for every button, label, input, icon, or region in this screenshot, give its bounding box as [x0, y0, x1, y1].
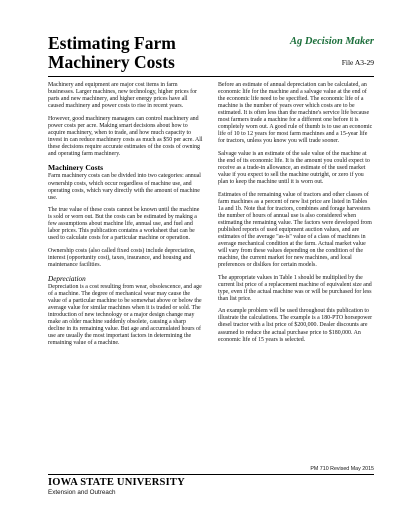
right-paragraph-2: Salvage value is an estimate of the sale value of the machine at the end of its economic life. It is the amount you could expect to receive as a trade-in allowance, an estimate of the used market value if you expect to sell the machine outright, or zero if you plan to keep the machine until it is worn out. — [218, 150, 370, 186]
right-paragraph-1: Before an estimate of annual depreciation can be calculated, an economic life for the machine and a salvage value at the end of the economic life need to be specified. The economic life of a machine is the number of years over which costs are to be estimated. It is often less than the machine's service life because most farmers trade a machine for a different one before it is completely worn out. A good rule of thumb is to use an economic life of 10 to 12 years for most farm machines and a 15-year life for tractors, unless you know you will trade sooner. — [218, 82, 373, 145]
right-column — [218, 82, 374, 349]
university-logo-wordmark: IOWA STATE UNIVERSITY — [48, 477, 185, 488]
file-number: File A3-29 — [341, 58, 374, 67]
title-line-2: Machinery Costs — [48, 52, 175, 72]
heading-depreciation: Depreciation — [48, 274, 86, 283]
intro-paragraph-2: However, good machinery managers can control machinery and power costs per acre. Making smart decisions about how to acquire machinery, when to trade, and how much capacity to invest in can reduce machinery costs as much as $50 per acre. All these decisions require accurate estimates of the costs of owning and operating farm machinery. — [48, 115, 203, 157]
right-paragraph-5: An example problem will be used throughout this publication to illustrate the calculations. The example is a 180-PTO horsepower diesel tractor with a list price of $200,000. Dealer discounts are assumed to reduce the actual purchase price to $180,000. An economic life of 15 years is selected. — [218, 308, 373, 343]
costs-paragraph-3: Ownership costs (also called fixed costs) include depreciation, interest (opportunity cost), taxes, insurance, and housing and maintenance facilities. — [48, 247, 196, 268]
depreciation-paragraph: Depreciation is a cost resulting from wear, obsolescence, and age of a machine. The degree of mechanical wear may cause the value of a particular machine to be somewhat above or below the average value for similar machines when it is traded or sold. The introduction of new technology or a major design change may make an older machine suddenly obsolete, causing a sharp decline in its remaining value. But age and accumulated hours of use are usually the most important factors in determining the remaining value of a machine. — [48, 283, 202, 346]
footer-divider — [48, 474, 374, 475]
left-column — [48, 82, 204, 352]
series-brand: Ag Decision Maker — [290, 36, 374, 47]
heading-machinery-costs: Machinery Costs — [48, 163, 104, 173]
publication-meta: PM 710 Revised May 2015 — [310, 466, 374, 472]
costs-paragraph-2: The true value of these costs cannot be known until the machine is sold or worn out. But the costs can be estimated by making a few assumptions about machine life, annual use, and fuel and labor prices. This publication contains a worksheet that can be used to calculate costs for a particular machine or operation. — [48, 207, 200, 242]
document-header — [48, 34, 374, 72]
extension-unit-label: Extension and Outreach — [48, 489, 116, 496]
intro-paragraph-1: Machinery and equipment are major cost items in farm businesses. Larger machines, new technology, higher prices for parts and new machinery, and higher energy prices have all caused machinery and power costs to rise in recent years. — [48, 82, 198, 110]
costs-paragraph-1: Farm machinery costs can be divided into two categories: annual ownership costs, which occur regardless of machine use, and operating costs, which vary directly with the amount of machine use. — [48, 173, 201, 201]
right-paragraph-3: Estimates of the remaining value of tractors and other classes of farm machines as a percent of new list price are listed in Tables 1a and 1b. Note that for tractors, combines and forage harvesters the number of hours of annual use is also considered when estimating the remaining value. The factors were developed from published reports of used equipment auction values, and are estimates of the average "as-is" value of a class of machines in average mechanical condition at the farm. Actual market value will vary from these values depending on the condition of the machine, the current market for new machines, and local preferences or dislikes for certain models. — [218, 191, 372, 269]
right-paragraph-4: The appropriate values in Table 1 should be multiplied by the current list price of a replacement machine of equivalent size and type, even if the actual machine was or will be purchased for less than list price. — [218, 274, 372, 302]
header-divider — [48, 76, 374, 77]
title-line-1: Estimating Farm — [48, 33, 176, 53]
